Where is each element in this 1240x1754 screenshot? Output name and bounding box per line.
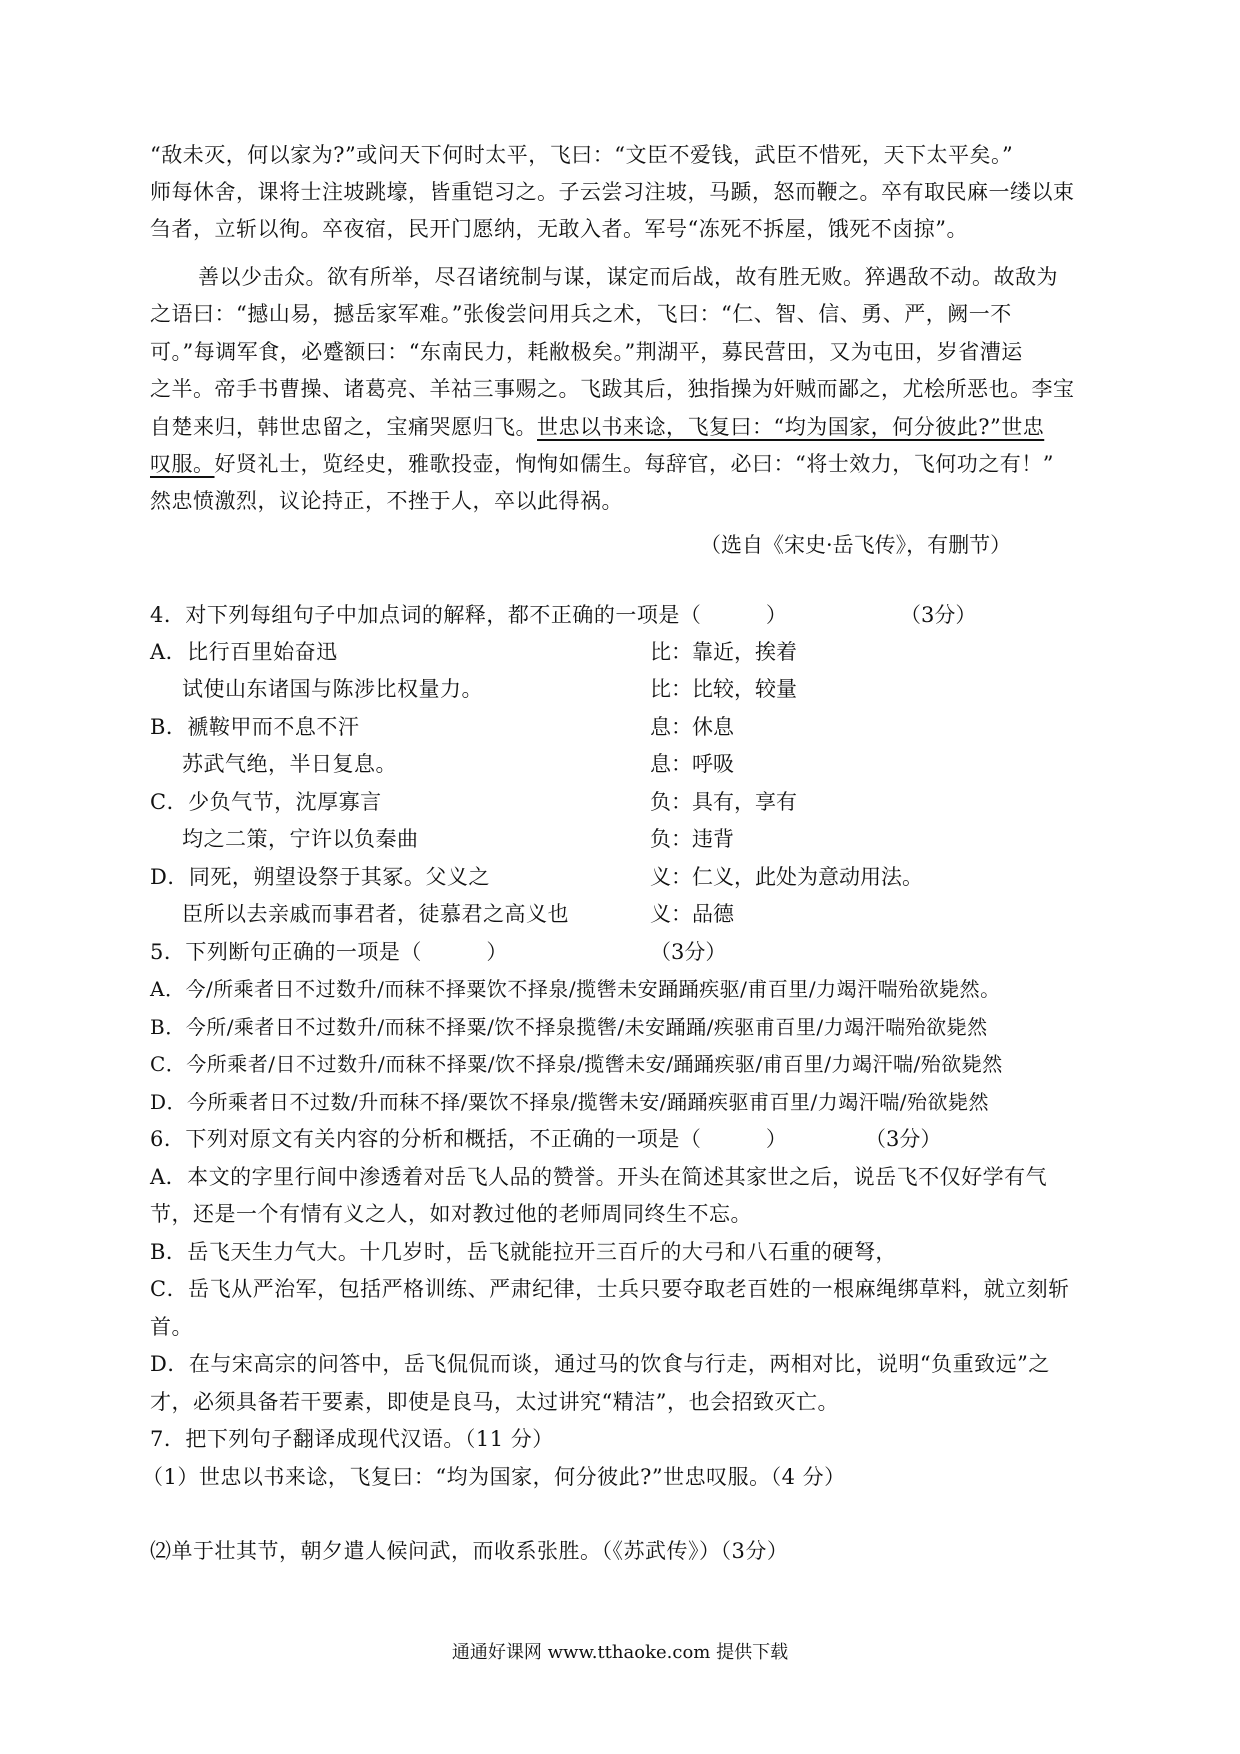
question-stem: 5．下列断句正确的一项是（ ） xyxy=(150,940,508,964)
passage-line: 善以少击众。欲有所举，尽召诸统制与谋，谋定而后战，故有胜无败。猝遇敌不动。故敌为 xyxy=(198,265,1058,289)
question-stem: 7．把下列句子翻译成现代汉语。（11 分） xyxy=(150,1427,554,1451)
option-sentence: 试使山东诸国与陈涉比权量力。 xyxy=(182,677,483,701)
passage-line: 然忠愤激烈，议论持正，不挫于人，卒以此得祸。 xyxy=(150,489,623,513)
option-explanation: 负：违背 xyxy=(650,827,734,851)
option-explanation: 比：靠近，挨着 xyxy=(650,640,797,664)
passage-text: 自楚来归，韩世忠留之，宝痛哭愿归飞。 xyxy=(150,415,537,439)
option-line: 首。 xyxy=(150,1315,193,1339)
passage-line: 之语曰：“撼山易，撼岳家军难。”张俊尝问用兵之术，飞曰：“仁、智、信、勇、严，阙一不 xyxy=(150,302,1012,326)
passage-line: 师每休舍，课将士注坡跳壕，皆重铠习之。子云尝习注坡，马踬，怒而鞭之。卒有取民麻一缕以束 xyxy=(150,180,1075,204)
passage-source: （选自《宋史·岳飞传》，有删节） xyxy=(700,533,1012,557)
option-line: 才，必须具备若干要素，即使是良马，太过讲究“精洁”，也会招致灭亡。 xyxy=(150,1390,839,1414)
option: C．今所乘者/日不过数升/而秣不择粟/饮不择泉/揽辔未安/踊踊疾驱/甫百里/力竭汗喘/殆欲毙然 xyxy=(150,1052,1003,1076)
option: A．今/所乘者日不过数升/而秣不择粟饮不择泉/揽辔未安踊踊疾驱/甫百里/力竭汗喘殆欲毙然。 xyxy=(150,977,1001,1001)
page-footer: 通通好课网 www.tthaoke.com 提供下载 xyxy=(451,1642,789,1663)
question-score: （3分） xyxy=(865,1127,942,1151)
option: B．今所/乘者日不过数升/而秣不择粟/饮不择泉揽辔/未安踊踊/疾驱甫百里/力竭汗喘殆欲毙然 xyxy=(150,1015,988,1039)
option-line: D．在与宋高宗的问答中，岳飞侃侃而谈，通过马的饮食与行走，两相对比，说明“负重致远”之 xyxy=(150,1352,1050,1376)
option: D．今所乘者日不过数/升而秣不择/粟饮不择泉/揽辔未安/踊踊疾驱甫百里/力竭汗喘/殆欲毙然 xyxy=(150,1090,989,1114)
question-score: （3分） xyxy=(650,940,727,964)
underlined-sentence: 叹服。 xyxy=(150,452,215,476)
option-line: A．本文的字里行间中渗透着对岳飞人品的赞誉。开头在简述其家世之后，说岳飞不仅好学有气 xyxy=(150,1165,1048,1189)
translation-item: （1）世忠以书来谂，飞复曰：“均为国家，何分彼此?”世忠叹服。（4 分） xyxy=(142,1465,846,1489)
passage-text: 好贤礼士，览经史，雅歌投壶，恂恂如儒生。每辞官，必曰：“将士效力，飞何功之有！” xyxy=(214,452,1054,476)
option-explanation: 比：比较，较量 xyxy=(650,677,797,701)
question-stem: 4．对下列每组句子中加点词的解释，都不正确的一项是（ ） xyxy=(150,603,788,627)
passage-line xyxy=(150,412,1090,442)
option-sentence: 均之二策，宁许以负秦曲 xyxy=(182,827,419,851)
option-sentence: C．少负气节，沈厚寡言 xyxy=(150,790,382,814)
option-sentence: D．同死，朔望设祭于其冢。父义之 xyxy=(150,865,490,889)
option-explanation: 息：休息 xyxy=(650,715,734,739)
option-explanation: 息：呼吸 xyxy=(650,752,734,776)
question-score: （3分） xyxy=(900,603,977,627)
option-sentence: 苏武气绝，半日复息。 xyxy=(182,752,397,776)
passage-line: “敌未灭，何以家为?”或问天下何时太平，飞曰：“文臣不爱钱，武臣不惜死，天下太平矣。” xyxy=(150,143,1014,167)
passage-line xyxy=(150,449,1090,479)
question-stem: 6．下列对原文有关内容的分析和概括，不正确的一项是（ ） xyxy=(150,1127,788,1151)
option-sentence: 臣所以去亲戚而事君者，徒慕君之高义也 xyxy=(182,902,569,926)
passage-line: 刍者，立斩以徇。卒夜宿，民开门愿纳，无敢入者。军号“冻死不拆屋，饿死不卤掠”。 xyxy=(150,217,968,241)
option-sentence: B．褫鞍甲而不息不汗 xyxy=(150,715,360,739)
underlined-sentence: 世忠以书来谂，飞复曰：“均为国家，何分彼此?”世忠 xyxy=(537,415,1045,439)
option-explanation: 义：品德 xyxy=(650,902,734,926)
translation-item: ⑵单于壮其节，朝夕遣人候问武，而收系张胜。（《苏武传》）（3分） xyxy=(150,1539,789,1563)
option-line: C．岳飞从严治军，包括严格训练、严肃纪律，士兵只要夺取老百姓的一根麻绳绑草料，就立刻斩 xyxy=(150,1277,1070,1301)
option-line: 节，还是一个有情有义之人，如对教过他的老师周同终生不忘。 xyxy=(150,1202,752,1226)
option-line: B．岳飞天生力气大。十几岁时，岳飞就能拉开三百斤的大弓和八石重的硬弩， xyxy=(150,1240,897,1264)
option-explanation: 负：具有，享有 xyxy=(650,790,797,814)
option-sentence: A．比行百里始奋迅 xyxy=(150,640,338,664)
option-explanation: 义：仁义，此处为意动用法。 xyxy=(650,865,923,889)
passage-line: 可。”每调军食，必蹙额曰：“东南民力，耗敝极矣。”荆湖平，募民营田，又为屯田，岁省漕运 xyxy=(150,340,1023,364)
passage-line: 之半。帝手书曹操、诸葛亮、羊祜三事赐之。飞跋其后，独指操为奸贼而鄙之，尤桧所恶也。李宝 xyxy=(150,377,1075,401)
